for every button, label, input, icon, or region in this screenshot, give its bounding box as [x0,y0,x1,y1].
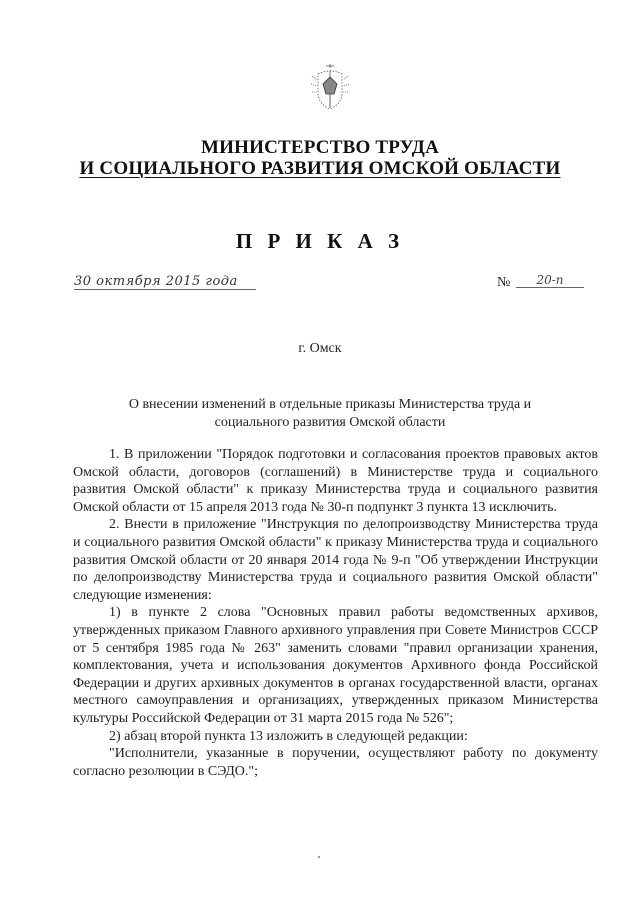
order-body [73,446,598,780]
order-number-label: № [497,275,511,290]
coat-of-arms-icon [308,62,352,112]
city: г. Омск [298,341,342,356]
order-date: 30 октября 2015 года [74,274,256,290]
paragraph-1: 1. В приложении "Порядок подготовки и согласования проектов правовых актов Омской области, договоров (соглашений) в Министерстве труда и социального развития Омской области" к приказу Министерства труда и социального развития Омской области от 15 апреля 2013 года № 30-п подпункт 3 пункта 13 исключить. [73,447,598,515]
ministry-name-line2: И СОЦИАЛЬНОГО РАЗВИТИЯ ОМСКОЙ ОБЛАСТИ [79,158,561,179]
paragraph-2-2-quote: "Исполнители, указанные в поручении, осуществляют работу по документу согласно резолюции в СЭДО."; [73,746,598,779]
paragraph-2-1: 1) в пункте 2 слова "Основных правил работы ведомственных архивов, утвержденных приказом Главного архивного управления при Совете Министров СССР от 5 сентября 1985 года № 263" заменить словами "правил организации хранения, комплектования, учета и использования документов Архивного фонда Российской Федерации и других архивных документов в органах государственной власти, органах местного самоуправления и организациях, утвержденных приказом Министерства культуры Российской Федерации от 31 марта 2015 года № 526"; [73,605,598,726]
document-type-title: П Р И К А З [235,229,405,253]
paragraph-2: 2. Внести в приложение "Инструкция по делопроизводству Министерства труда и социального развития Омской области" к приказу Министерства труда и социального развития Омской области от 20 января 2014 года № 9-п "Об утверждении Инструкции по делопроизводству Министерства труда и социального развития Омской области" следующие изменения: [73,517,598,603]
ministry-name-line1: МИНИСТЕРСТВО ТРУДА [201,137,439,158]
order-number: 20-п [516,273,584,288]
paragraph-2-2: 2) абзац второй пункта 13 изложить в следующей редакции: [109,728,468,744]
scan-dot [318,856,320,858]
order-subject: О внесении изменений в отдельные приказы Министерства труда и социального развития Омской области [128,397,532,430]
